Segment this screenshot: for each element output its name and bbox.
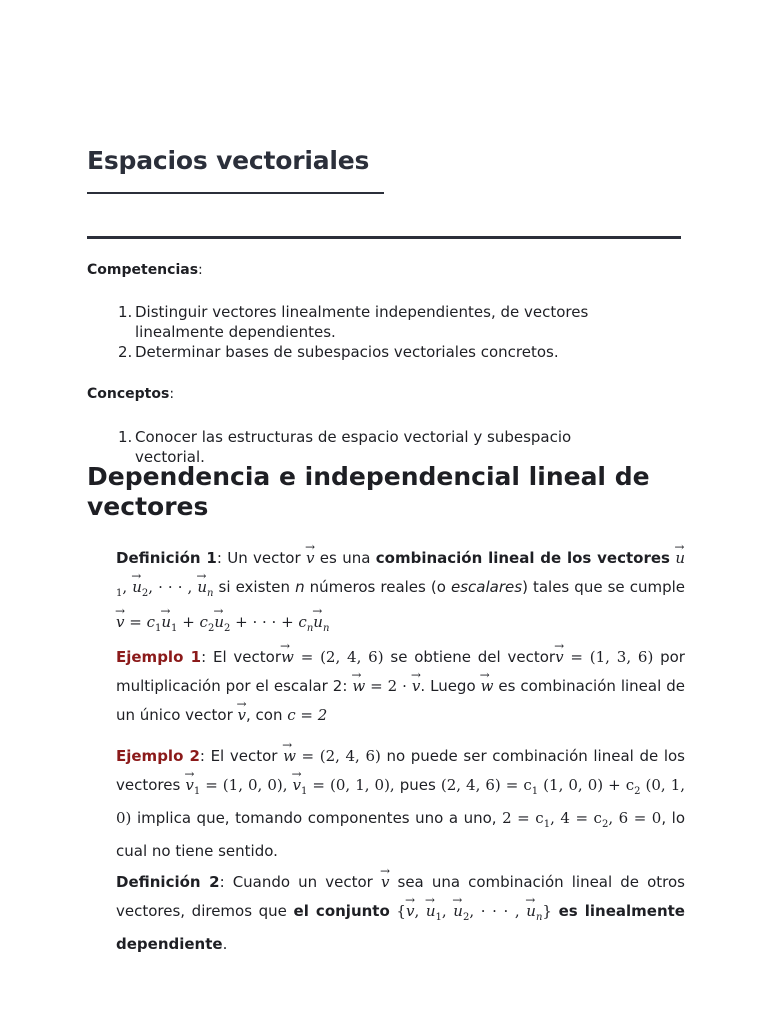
conceptos-list (118, 427, 638, 467)
conceptos-heading: Conceptos: (87, 386, 175, 402)
definition-1: Definición 1: Un vector → v es una combinación lineal de los vectores → $u_1$, → $u_2$, · · · , → $u_n$ si existen n números reales (o escalares) tales que se cumple → $v = c_1\to u_1 + c_2\to u_2$ + · · · + $c_n\to u_n$ (116, 543, 685, 642)
example-2: Ejemplo 2: El vector → w = (2, 4, 6) no puede ser combinación lineal de los vectores → $v_1 = (1$, 0, 0), → $v_1 = (0$, 1, 0), pues (2, 4, $6) = c_1$ (1, 0, $0) + c_2$ (0, 1, 0) implica que, tomando componentes uno a uno, $2 = c_1$, $4 = c_2$, 6 = 0, lo cual no tiene sentido. (116, 741, 685, 865)
example-1: Ejemplo 1: El vector→ w = (2, 4, 6) se obtiene del vector→ v = (1, 3, 6) por multiplicación por el escalar 2: → w = 2 · → v. Luego → w es combinación lineal de un único vector → v, con c = 2 (116, 642, 685, 729)
title-underline (87, 192, 384, 194)
page-title: Espacios vectoriales (87, 146, 370, 175)
list-item: 1. Conocer las estructuras de espacio vectorial y subespacio vectorial. (118, 428, 572, 466)
competencias-list (118, 302, 638, 362)
competencias-heading: Competencias: (87, 262, 203, 278)
list-item: 1. Distinguir vectores linealmente independientes, de vectores linealmente dependientes. (118, 303, 589, 341)
section-divider (87, 236, 681, 239)
list-item: 2. Determinar bases de subespacios vectoriales concretos. (118, 343, 559, 361)
definition-2: Definición 2: Cuando un vector → v sea una combinación lineal de otros vectores, diremos que el conjunto {→ v, → $u_1$, → $u_2$, · · · , → $u_n$} es linealmente dependiente. (116, 867, 685, 958)
section-heading: Dependencia e independencial lineal de vectores (87, 462, 650, 521)
